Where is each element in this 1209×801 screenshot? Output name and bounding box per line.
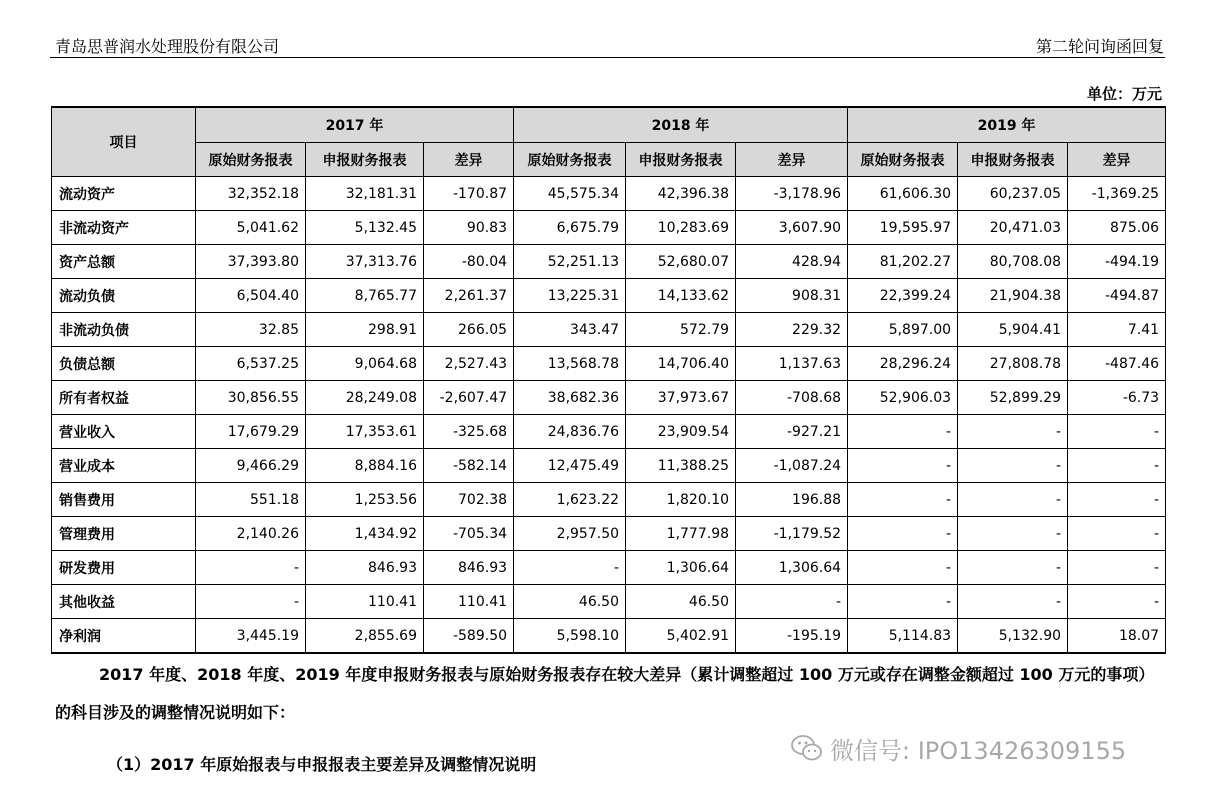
table-cell: - [958,449,1068,483]
year-header: 2018 年 [514,107,848,143]
table-cell: 90.83 [424,211,514,245]
table-cell: 5,041.62 [196,211,306,245]
row-label: 其他收益 [52,585,196,619]
sub-header-reported: 申报财务报表 [958,143,1068,177]
table-cell: 2,140.26 [196,517,306,551]
table-cell: 22,399.24 [848,279,958,313]
table-cell: 60,237.05 [958,177,1068,211]
table-cell: 14,133.62 [626,279,736,313]
table-cell: 5,402.91 [626,619,736,654]
table-cell: 2,261.37 [424,279,514,313]
table-cell: 5,132.90 [958,619,1068,654]
table-row [52,211,1166,245]
table-cell: 81,202.27 [848,245,958,279]
header-divider [50,57,1165,58]
table-cell: 37,313.76 [306,245,424,279]
row-label: 负债总额 [52,347,196,381]
table-cell: 2,957.50 [514,517,626,551]
sub-header-difference: 差异 [1068,143,1166,177]
table-cell: 8,765.77 [306,279,424,313]
table-cell: -1,087.24 [736,449,848,483]
table-cell: -3,178.96 [736,177,848,211]
table-cell: - [196,551,306,585]
section-heading: （1）2017 年原始报表与申报报表主要差异及调整情况说明 [107,755,537,774]
table-cell: 52,906.03 [848,381,958,415]
table-cell: -705.34 [424,517,514,551]
table-cell: 1,306.64 [736,551,848,585]
table-cell: 1,623.22 [514,483,626,517]
table-cell: -494.87 [1068,279,1166,313]
table-cell: -80.04 [424,245,514,279]
table-cell: 846.93 [424,551,514,585]
table-cell: 5,132.45 [306,211,424,245]
table-cell: 1,434.92 [306,517,424,551]
table-cell: 28,296.24 [848,347,958,381]
table-row [52,381,1166,415]
table-cell: - [958,551,1068,585]
table-cell: 11,388.25 [626,449,736,483]
table-cell: 20,471.03 [958,211,1068,245]
table-cell: -1,179.52 [736,517,848,551]
table-cell: -1,369.25 [1068,177,1166,211]
unit-label: 单位：万元 [1086,85,1162,103]
table-cell: - [848,585,958,619]
table-cell: - [848,517,958,551]
table-cell: -487.46 [1068,347,1166,381]
table-cell: 6,504.40 [196,279,306,313]
row-label: 流动负债 [52,279,196,313]
table-cell: 52,899.29 [958,381,1068,415]
table-cell: -494.19 [1068,245,1166,279]
table-row [52,551,1166,585]
table-cell: -195.19 [736,619,848,654]
table-row [52,619,1166,654]
table-cell: 61,606.30 [848,177,958,211]
row-label: 资产总额 [52,245,196,279]
table-row [52,415,1166,449]
table-cell: 6,675.79 [514,211,626,245]
row-label: 研发费用 [52,551,196,585]
table-row [52,313,1166,347]
sub-header-reported: 申报财务报表 [306,143,424,177]
watermark-text: 微信号: IPO13426309155 [830,736,1127,765]
table-cell: 908.31 [736,279,848,313]
table-cell: 21,904.38 [958,279,1068,313]
table-cell: 10,283.69 [626,211,736,245]
table-cell: 38,682.36 [514,381,626,415]
table-cell: 702.38 [424,483,514,517]
table-cell: 13,568.78 [514,347,626,381]
table-cell: 37,393.80 [196,245,306,279]
row-label: 净利润 [52,619,196,654]
table-cell: 17,353.61 [306,415,424,449]
table-cell: 5,114.83 [848,619,958,654]
table-cell: - [958,517,1068,551]
table-cell: 428.94 [736,245,848,279]
table-cell: - [848,551,958,585]
table-cell: 551.18 [196,483,306,517]
table-cell: 298.91 [306,313,424,347]
table-cell: 32.85 [196,313,306,347]
table-cell: - [1068,483,1166,517]
table-cell: 572.79 [626,313,736,347]
table-cell: 7.41 [1068,313,1166,347]
table-cell: 46.50 [514,585,626,619]
table-cell: 5,598.10 [514,619,626,654]
table-cell: 2,527.43 [424,347,514,381]
table-cell: 28,249.08 [306,381,424,415]
table-cell: 3,607.90 [736,211,848,245]
table-cell: 229.32 [736,313,848,347]
table-row [52,585,1166,619]
sub-header-difference: 差异 [736,143,848,177]
row-label: 非流动资产 [52,211,196,245]
table-cell: 42,396.38 [626,177,736,211]
sub-header-original: 原始财务报表 [196,143,306,177]
table-cell: 14,706.40 [626,347,736,381]
item-header: 项目 [52,107,196,177]
table-cell: 196.88 [736,483,848,517]
document-title: 第二轮问询函回复 [1035,37,1164,56]
table-cell: 32,181.31 [306,177,424,211]
row-label: 管理费用 [52,517,196,551]
table-cell: 110.41 [424,585,514,619]
table-cell: 23,909.54 [626,415,736,449]
table-row [52,177,1166,211]
table-cell: - [848,415,958,449]
table-cell: 24,836.76 [514,415,626,449]
table-row [52,449,1166,483]
table-cell: 19,595.97 [848,211,958,245]
row-label: 营业成本 [52,449,196,483]
table-cell: - [958,415,1068,449]
row-label: 流动资产 [52,177,196,211]
table-cell: - [1068,517,1166,551]
table-cell: 1,137.63 [736,347,848,381]
company-name: 青岛思普润水处理股份有限公司 [55,37,280,56]
wechat-icon [790,732,824,764]
table-cell: - [1068,415,1166,449]
table-cell: 110.41 [306,585,424,619]
table-cell: 46.50 [626,585,736,619]
table-body [52,177,1166,654]
table-cell: 18.07 [1068,619,1166,654]
table-cell: 80,708.08 [958,245,1068,279]
table-cell: 846.93 [306,551,424,585]
table-cell: -708.68 [736,381,848,415]
table-cell: 1,253.56 [306,483,424,517]
table-cell: 12,475.49 [514,449,626,483]
table-cell: 30,856.55 [196,381,306,415]
table-cell: -582.14 [424,449,514,483]
table-cell: 27,808.78 [958,347,1068,381]
sub-header-reported: 申报财务报表 [626,143,736,177]
watermark [790,728,1126,768]
table-cell: 1,777.98 [626,517,736,551]
table-cell: 343.47 [514,313,626,347]
explanation-paragraph: 2017 年度、2018 年度、2019 年度申报财务报表与原始财务报表存在较大差异（累计调整超过 100 万元或存在调整金额超过 100 万元的事项）的科目涉及的调整情况说明如下： [55,665,1155,722]
table-cell: 17,679.29 [196,415,306,449]
sub-header-original: 原始财务报表 [848,143,958,177]
row-label: 非流动负债 [52,313,196,347]
sub-header-difference: 差异 [424,143,514,177]
table-cell: 52,251.13 [514,245,626,279]
table-cell: 52,680.07 [626,245,736,279]
financial-comparison-table [51,106,1166,654]
table-cell: 9,064.68 [306,347,424,381]
table-row [52,347,1166,381]
table-cell: -325.68 [424,415,514,449]
year-header: 2019 年 [848,107,1166,143]
table-row [52,245,1166,279]
table-cell: 6,537.25 [196,347,306,381]
table-cell: 5,904.41 [958,313,1068,347]
table-row [52,279,1166,313]
table-cell: 32,352.18 [196,177,306,211]
table-cell: 13,225.31 [514,279,626,313]
table-cell: -927.21 [736,415,848,449]
table-cell: 2,855.69 [306,619,424,654]
table-cell: - [1068,551,1166,585]
table-row [52,483,1166,517]
table-cell: - [196,585,306,619]
sub-header-original: 原始财务报表 [514,143,626,177]
table-cell: 1,820.10 [626,483,736,517]
table-row [52,517,1166,551]
table-cell: 45,575.34 [514,177,626,211]
row-label: 所有者权益 [52,381,196,415]
table-cell: - [958,585,1068,619]
row-label: 销售费用 [52,483,196,517]
table-cell: - [848,449,958,483]
table-cell: - [1068,449,1166,483]
table-cell: - [736,585,848,619]
table-cell: 1,306.64 [626,551,736,585]
table-cell: 875.06 [1068,211,1166,245]
table-cell: -2,607.47 [424,381,514,415]
table-cell: - [848,483,958,517]
table-cell: 9,466.29 [196,449,306,483]
table-cell: 8,884.16 [306,449,424,483]
table-cell: -6.73 [1068,381,1166,415]
table-cell: -589.50 [424,619,514,654]
table-cell: 3,445.19 [196,619,306,654]
table-cell: 266.05 [424,313,514,347]
year-header: 2017 年 [196,107,514,143]
table-cell: - [1068,585,1166,619]
row-label: 营业收入 [52,415,196,449]
table-cell: - [958,483,1068,517]
table-cell: 37,973.67 [626,381,736,415]
table-cell: - [514,551,626,585]
table-cell: 5,897.00 [848,313,958,347]
table-cell: -170.87 [424,177,514,211]
